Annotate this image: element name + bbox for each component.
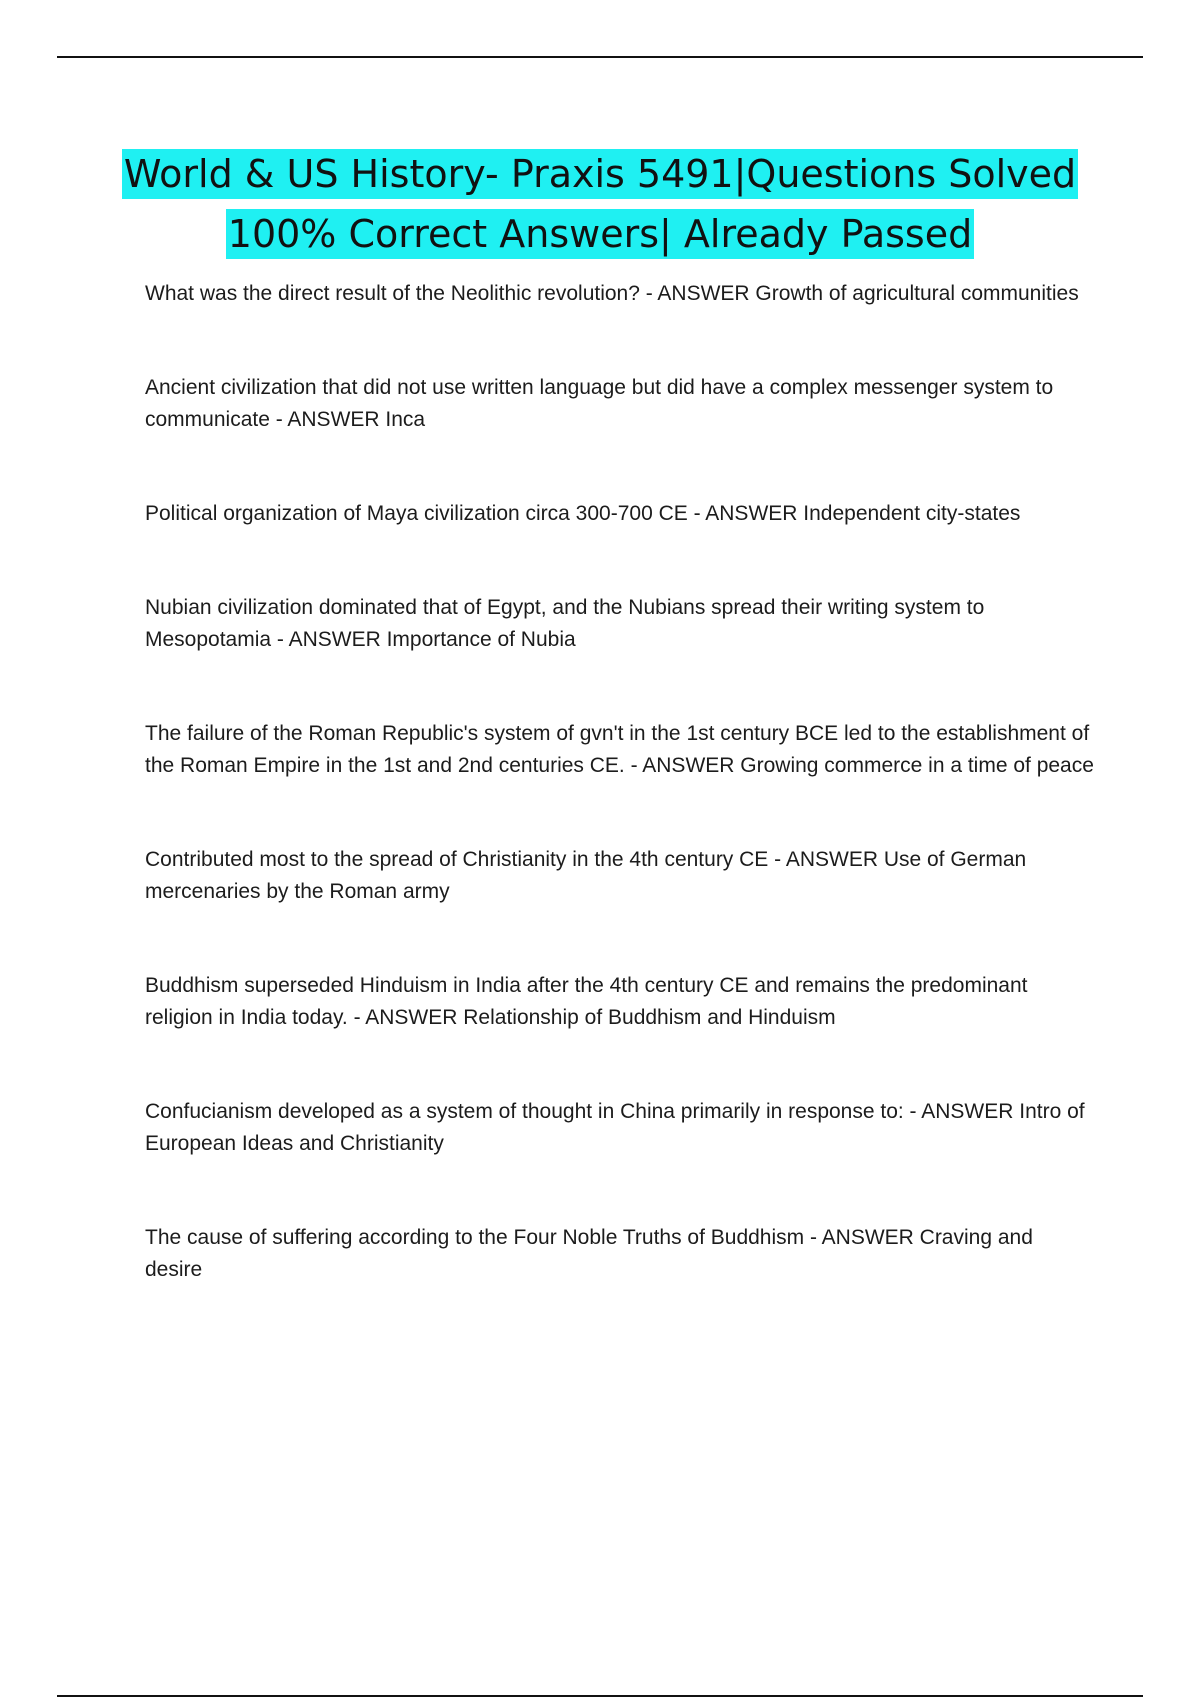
footer-rule [57,1695,1143,1697]
qa-item: Confucianism developed as a system of thought in China primarily in response to: - ANSWER Intro of European Ideas and Christianity [145,1100,1085,1155]
qa-item: Buddhism superseded Hinduism in India after the 4th century CE and remains the predominant religion in India today. - ANSWER Relationship of Buddhism and Hinduism [145,974,1028,1029]
title-line-2: 100% Correct Answers| Already Passed [226,209,974,259]
title-line-1: World & US History- Praxis 5491|Questions Solved [122,149,1078,199]
qa-item: Ancient civilization that did not use written language but did have a complex messenger system to communicate - ANSWER Inca [145,376,1054,431]
header-rule [57,56,1143,58]
qa-item: Nubian civilization dominated that of Egypt, and the Nubians spread their writing system to Mesopotamia - ANSWER Importance of Nubia [145,596,985,651]
qa-item: The cause of suffering according to the Four Noble Truths of Buddhism - ANSWER Craving and desire [145,1226,1033,1281]
qa-item: The failure of the Roman Republic's system of gvn't in the 1st century BCE led to the establishment of the Roman Empire in the 1st and 2nd centuries CE. - ANSWER Growing commerce in a time of peace [145,722,1094,777]
qa-item: What was the direct result of the Neolithic revolution? - ANSWER Growth of agricultural communities [145,282,1079,305]
qa-item: Political organization of Maya civilization circa 300-700 CE - ANSWER Independent city-states [145,502,1021,525]
document-title [100,144,1100,264]
question-answer-list [145,278,1095,1348]
qa-item: Contributed most to the spread of Christianity in the 4th century CE - ANSWER Use of German mercenaries by the Roman army [145,848,1027,903]
